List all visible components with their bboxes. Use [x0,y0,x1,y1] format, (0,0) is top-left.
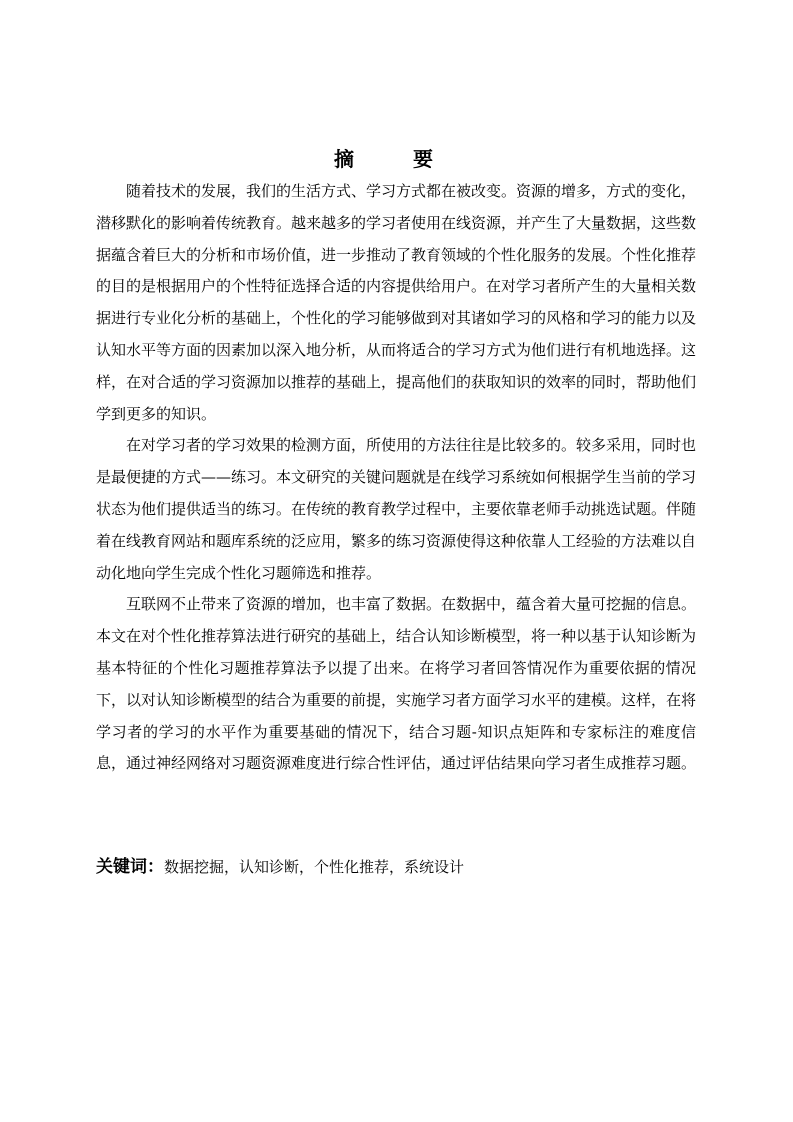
abstract-paragraph-1: 随着技术的发展，我们的生活方式、学习方式都在被改变。资源的增多，方式的变化，潜移默化的影响着传统教育。越来越多的学习者使用在线资源，并产生了大量数据，这些数据蕴含着巨大的分析和市场价值，进一步推动了教育领域的个性化服务的发展。个性化推荐的目的是根据用户的个性特征选择合适的内容提供给用户。在对学习者所产生的大量相关数据进行专业化分析的基础上，个性化的学习能够做到对其诸如学习的风格和学习的能力以及认知水平等方面的因素加以深入地分析，从而将适合的学习方式为他们进行有机地选择。这样，在对合适的学习资源加以推荐的基础上，提高他们的获取知识的效率的同时，帮助他们学到更多的知识。 [96,182,697,423]
abstract-body [96,176,696,780]
abstract-title: 摘 要 [334,147,459,171]
keywords-label: 关键词： [96,857,164,877]
keywords-line [96,852,696,883]
abstract-paragraph-3: 互联网不止带来了资源的增加，也丰富了数据。在数据中，蕴含着大量可挖掘的信息。本文在对个性化推荐算法进行研究的基础上，结合认知诊断模型，将一种以基于认知诊断为基本特征的个性化习题推荐算法予以提了出来。在将学习者回答情况作为重要依据的情况下，以对认知诊断模型的结合为重要的前提，实施学习者方面学习水平的建模。这样，在将学习者的学习的水平作为重要基础的情况下，结合习题-知识点矩阵和专家标注的难度信息，通过神经网络对习题资源难度进行综合性评估，通过评估结果向学习者生成推荐习题。 [96,595,697,773]
abstract-paragraph-2: 在对学习者的学习效果的检测方面，所使用的方法往往是比较多的。较多采用，同时也是最便捷的方式——练习。本文研究的关键问题就是在线学习系统如何根据学生当前的学习状态为他们提供适当的练习。在传统的教育教学过程中，主要依靠老师手动挑选试题。伴随着在线教育网站和题库系统的泛应用，繁多的练习资源使得这种依靠人工经验的方法难以自动化地向学生完成个性化习题筛选和推荐。 [96,436,697,582]
keywords-value: 数据挖掘，认知诊断，个性化推荐，系统设计 [164,858,465,876]
